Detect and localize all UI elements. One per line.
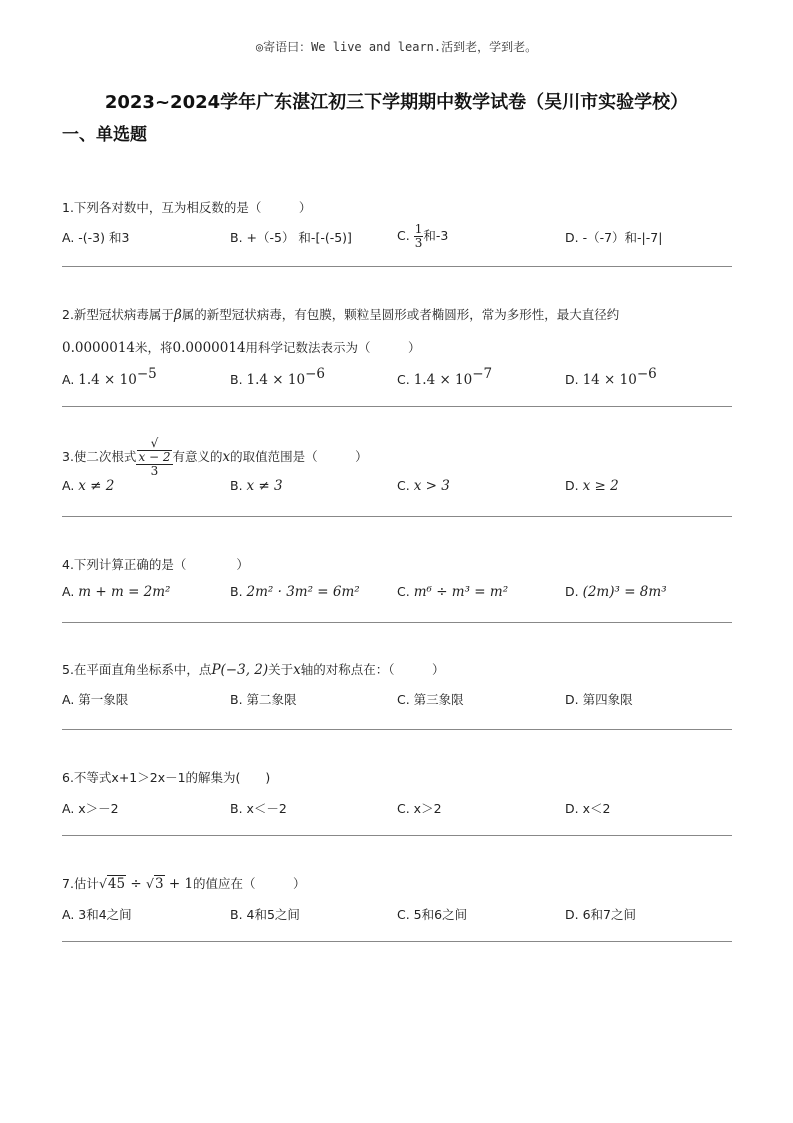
option-c[interactable]: C. m⁶ ÷ m³ = m² xyxy=(397,584,509,600)
motto: ◎寄语曰：We live and learn.活到老，学到老。 xyxy=(255,40,538,54)
section-heading: 一、单选题 xyxy=(62,125,147,145)
divider xyxy=(62,835,732,836)
radical-fraction: √ x − 2 3 xyxy=(138,436,171,478)
question-stem: 4.下列计算正确的是（ ） xyxy=(62,557,249,572)
fraction: $\frac{1}{3}$ xyxy=(414,222,423,250)
option-d[interactable]: D. x ≥ 2 xyxy=(565,478,619,494)
option-a[interactable]: A. x＞－2 xyxy=(62,801,119,816)
option-b[interactable]: B. +（-5） 和-[-(-5)] xyxy=(230,230,352,245)
divider xyxy=(62,622,732,623)
options xyxy=(62,690,732,712)
option-d[interactable]: D. x＜2 xyxy=(565,801,611,816)
option-a[interactable]: A. m + m = 2m² xyxy=(62,584,171,600)
option-d[interactable]: D. 第四象限 xyxy=(565,692,633,707)
option-a[interactable]: A. 3和4之间 xyxy=(62,907,132,922)
question-stem: 1.下列各对数中，互为相反数的是（ ） xyxy=(62,200,312,215)
question-stem-line-1: 2.新型冠状病毒属于β属的新型冠状病毒，有包膜，颗粒呈圆形或者椭圆形，常为多形性，最大直径约 xyxy=(62,307,620,323)
options xyxy=(62,905,732,927)
options xyxy=(62,584,732,606)
divider xyxy=(62,941,732,942)
divider xyxy=(62,406,732,407)
option-d[interactable]: D. 6和7之间 xyxy=(565,907,636,922)
options xyxy=(62,366,732,388)
option-b[interactable]: B. $1.4 \times 10^{-6}$ xyxy=(230,366,325,388)
option-c[interactable]: C. 5和6之间 xyxy=(397,907,468,922)
option-b[interactable]: B. 第二象限 xyxy=(230,692,297,707)
question-stem: 3.使二次根式 √ x − 2 3 有意义的x的取值范围是（ ） xyxy=(62,436,368,478)
option-b[interactable]: B. x ≠ 3 xyxy=(230,478,283,494)
exam-title: 2023~2024学年广东湛江初三下学期期中数学试卷（吴川市实验学校） xyxy=(104,92,689,113)
option-d[interactable]: D. $14 \times 10^{-6}$ xyxy=(565,366,657,388)
option-b[interactable]: B. 2m² · 3m² = 6m² xyxy=(230,584,360,600)
options xyxy=(62,222,732,250)
option-c-text: 和-3 xyxy=(423,228,449,243)
option-b[interactable]: B. 4和5之间 xyxy=(230,907,300,922)
option-c[interactable]: C. x＞2 xyxy=(397,801,442,816)
option-a[interactable]: A. $1.4 \times 10^{-5}$ xyxy=(62,366,157,388)
option-a[interactable]: A. 第一象限 xyxy=(62,692,129,707)
option-a[interactable]: A. -(-3) 和3 xyxy=(62,230,130,245)
question-stem: 6.不等式x+1＞2x－1的解集为( ) xyxy=(62,770,271,785)
option-b[interactable]: B. x＜－2 xyxy=(230,801,287,816)
options xyxy=(62,478,732,500)
options xyxy=(62,799,732,821)
question-stem: 5.在平面直角坐标系中，点P(−3, 2)关于x轴的对称点在：（ ） xyxy=(62,662,445,678)
option-c[interactable] xyxy=(397,223,448,250)
option-c[interactable]: C. $1.4 \times 10^{-7}$ xyxy=(397,366,493,388)
option-c[interactable]: C. 第三象限 xyxy=(397,692,464,707)
question-stem-line-2: 0.0000014米，将0.0000014用科学记数法表示为（ ） xyxy=(62,340,421,356)
divider xyxy=(62,729,732,730)
option-a[interactable]: A. x ≠ 2 xyxy=(62,478,115,494)
option-c-label: C. xyxy=(397,228,414,243)
option-c[interactable]: C. x > 3 xyxy=(397,478,450,494)
option-d[interactable]: D. (2m)³ = 8m³ xyxy=(565,584,667,600)
divider xyxy=(62,266,732,267)
question-stem: 7.估计√45 ÷ √3 + 1的值应在（ ） xyxy=(62,876,306,892)
divider xyxy=(62,516,732,517)
option-d[interactable]: D. -（-7）和-|-7| xyxy=(565,230,663,245)
